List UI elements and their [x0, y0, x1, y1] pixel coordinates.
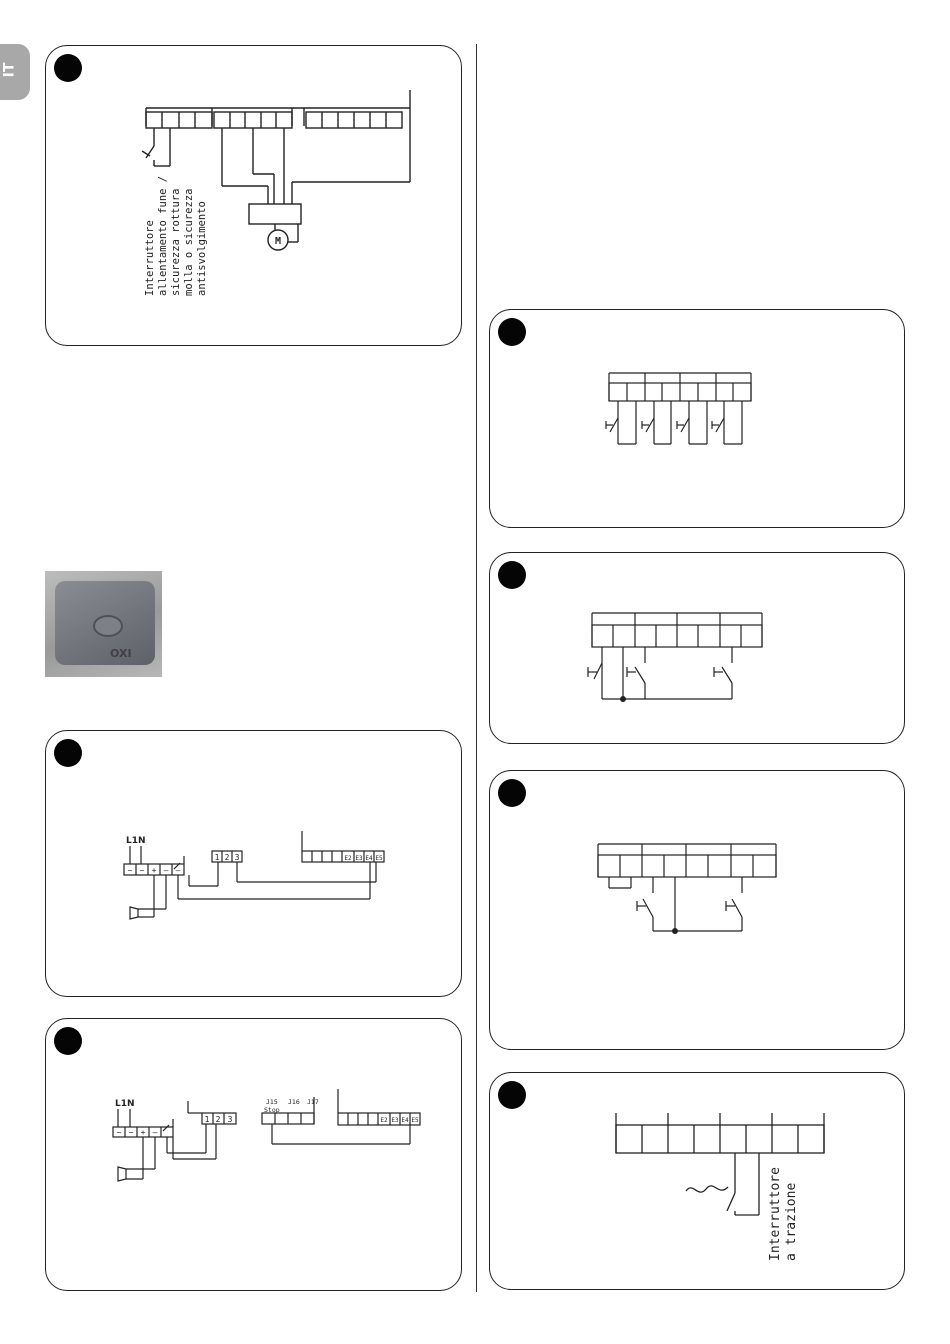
supply-label-n: N [127, 1099, 135, 1109]
block-number-2: 2 [215, 1115, 221, 1124]
terminal-symbol-4: – [163, 866, 169, 875]
supply-label-l1: L1 [126, 836, 138, 846]
figure-panel-receiver-wiring-2 [45, 1018, 462, 1291]
right-block-label-e2: E2 [380, 1117, 388, 1124]
receiver-device [55, 581, 155, 665]
block-number-3: 3 [227, 1115, 233, 1124]
switch-label-line-1: Interruttore [144, 220, 156, 296]
block-number-1: 1 [214, 853, 220, 862]
figure-panel-pushbuttons-4 [489, 309, 905, 528]
terminal-symbol-1: ~ [116, 1128, 122, 1137]
mid-label-j17: J17 [307, 1098, 319, 1106]
receiver-button [93, 615, 123, 637]
receiver-photo [45, 571, 162, 677]
switch-label-line-3: sicurezza rottura [170, 188, 182, 296]
block-number-2: 2 [224, 853, 230, 862]
mid-label-j15: J15 [266, 1098, 278, 1106]
block-number-1: 1 [204, 1115, 210, 1124]
terminal-symbol-1: ~ [127, 866, 133, 875]
terminal-symbol-3: + [151, 866, 157, 875]
figure-panel-pull-switch [489, 1072, 905, 1290]
junction-dot [620, 696, 626, 702]
right-block-label-e2: E2 [344, 855, 352, 862]
receiver-wiring-diagram-2 [46, 1019, 463, 1292]
right-block-label-e4: E4 [365, 855, 373, 862]
three-pushbuttons-diagram [490, 553, 906, 745]
stop-label: Stop [264, 1106, 280, 1114]
receiver-logo: OXI [110, 647, 132, 660]
terminal-symbol-2: ~ [128, 1128, 134, 1137]
switch-label-line-5: antisvolgimento [196, 201, 208, 296]
block-number-3: 3 [234, 853, 240, 862]
mid-label-j16: J16 [288, 1098, 300, 1106]
terminal-symbol-2: ~ [139, 866, 145, 875]
supply-label-n: N [138, 836, 146, 846]
right-block-label-e4: E4 [401, 1117, 409, 1124]
four-pushbuttons-diagram [490, 310, 906, 529]
motor-wiring-diagram [46, 46, 463, 347]
pull-switch-label-line-1: Interruttore [768, 1167, 783, 1261]
pull-switch-label-line-2: a trazione [784, 1182, 799, 1261]
supply-label-l1: L1 [115, 1099, 127, 1109]
language-tab-label: IT [1, 62, 18, 78]
figure-panel-receiver-wiring-1 [45, 730, 462, 997]
terminal-symbol-5: – [175, 866, 181, 875]
motor-label: M [274, 236, 282, 247]
pull-switch-diagram [490, 1073, 906, 1291]
language-tab [0, 44, 30, 100]
right-block-label-e5: E5 [411, 1117, 419, 1124]
figure-panel-pushbuttons-2 [489, 770, 905, 1050]
figure-panel-motor [45, 45, 462, 346]
column-divider [476, 44, 477, 1292]
terminal-symbol-3: + [140, 1128, 146, 1137]
right-block-label-e3: E3 [355, 855, 363, 862]
terminal-symbol-4: – [152, 1128, 158, 1137]
right-block-label-e3: E3 [391, 1117, 399, 1124]
figure-panel-pushbuttons-3 [489, 552, 905, 744]
two-pushbuttons-diagram [490, 771, 906, 1051]
right-block-label-e5: E5 [375, 855, 383, 862]
junction-dot [672, 928, 678, 934]
receiver-wiring-diagram-1 [46, 731, 463, 998]
switch-label-line-4: molla o sicurezza [183, 188, 195, 296]
switch-label-line-2: allentamento fune / [157, 175, 169, 296]
